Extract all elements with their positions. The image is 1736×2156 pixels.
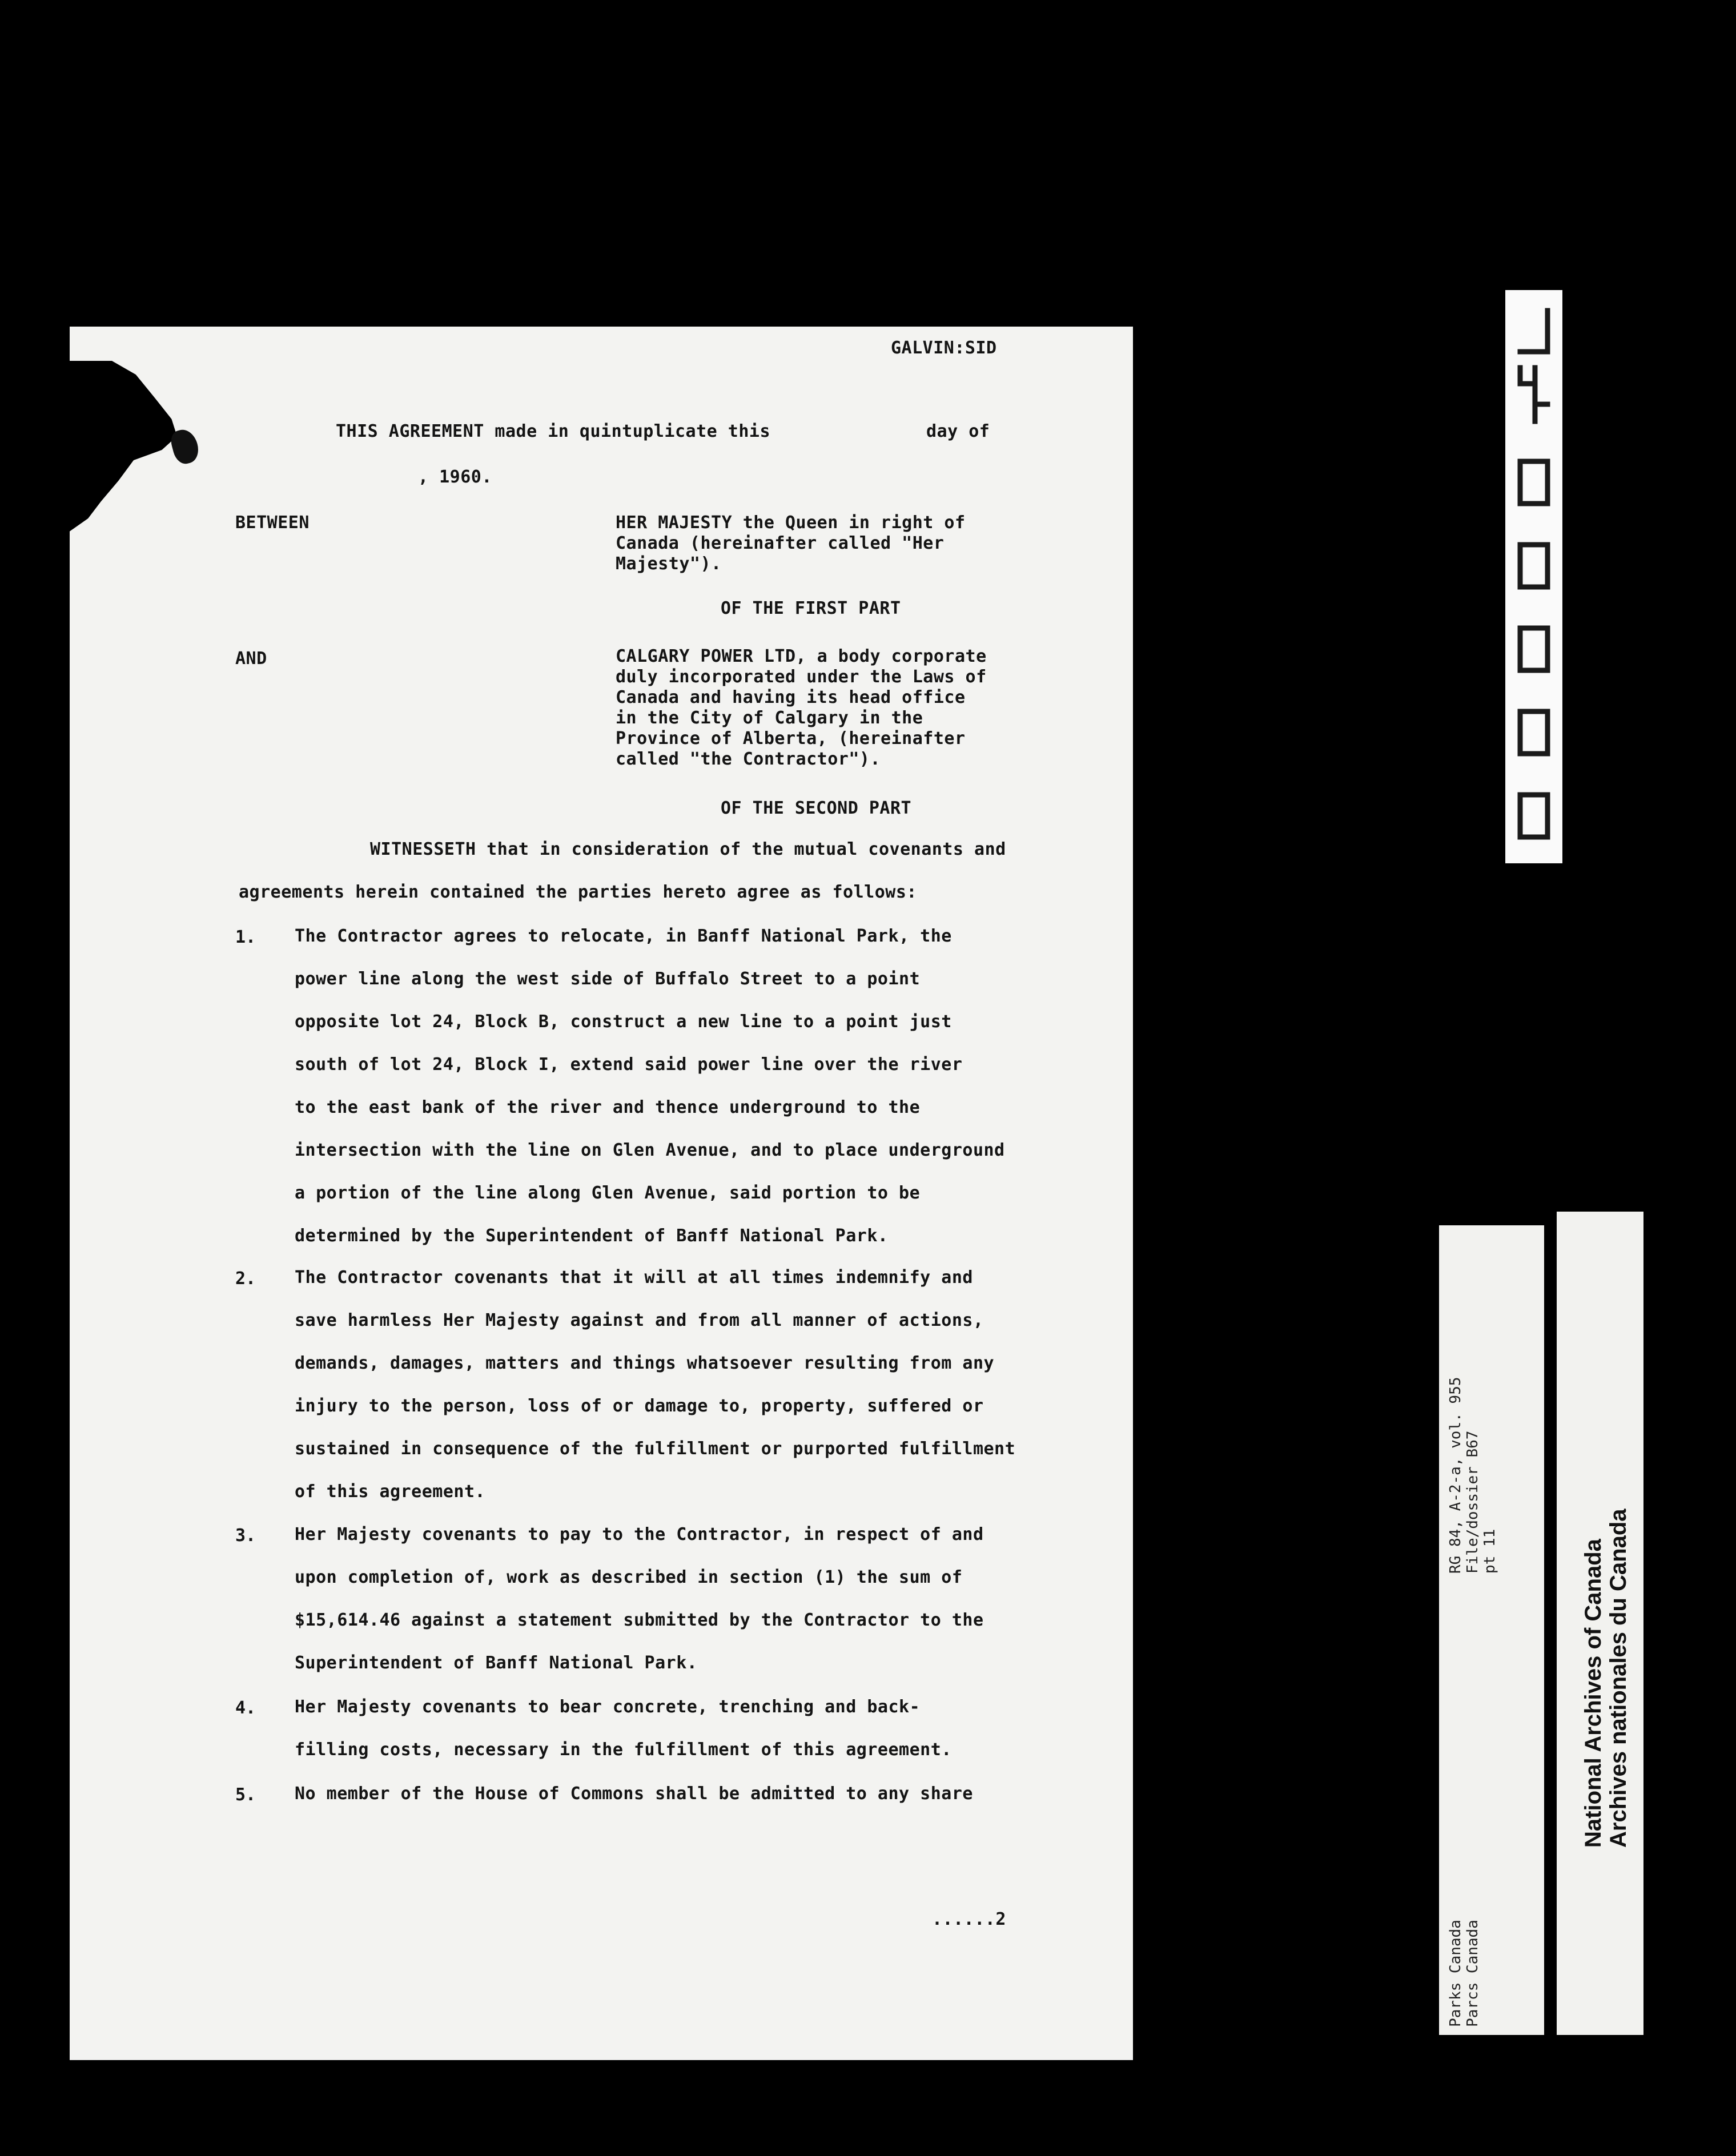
frame-number-digits (1505, 290, 1562, 863)
ink-blot (168, 427, 202, 466)
archive-ref-text (1447, 1377, 1498, 1574)
and-label: AND (235, 649, 267, 669)
clause-4-text: Her Majesty covenants to bear concrete, trenching and back- filling costs, necessary in the fulfillment of this agreement. (295, 1697, 952, 1760)
clause-3-text: Her Majesty covenants to pay to the Contractor, in respect of and upon completion of, work as described in section (1) the sum of $15,614.46 against a statement submitted by the Contractor to the Superintendent of Banff National Park. (295, 1525, 984, 1673)
clause-5-number: 5. (235, 1785, 256, 1805)
archive-ref-line-2: File/dossier B67 (1464, 1430, 1481, 1574)
document-page (70, 327, 1133, 2060)
first-party-text: HER MAJESTY the Queen in right of Canada (hereinafter called "Her Majesty"). (616, 513, 966, 574)
frame-number-stamp (1505, 290, 1562, 863)
second-part-label: OF THE SECOND PART (721, 798, 912, 818)
clause-4-number: 4. (235, 1698, 256, 1718)
clause-3-number: 3. (235, 1526, 256, 1546)
clause-1-number: 1. (235, 927, 256, 947)
national-archives-tab (1557, 1212, 1643, 2035)
parks-canada-text (1447, 1920, 1481, 2027)
national-archives-line-fr: Archives nationales du Canada (1606, 1509, 1631, 1848)
clause-2-text: The Contractor covenants that it will at all times indemnify and save harmless Her Majesty against and from all manner of actions, demands, damages, matters and things whatsoever resulting from any injury to the person, loss of or damage to, property, suffered or sustained in consequence of the fulfillment or purported fulfillment of this agreement. (295, 1268, 1016, 1502)
preamble-line-1: THIS AGREEMENT made in quintuplicate this (336, 421, 771, 441)
parks-canada-line-en: Parks Canada (1447, 1920, 1464, 2027)
between-label: BETWEEN (235, 513, 310, 533)
preamble-year: , 1960. (418, 467, 492, 487)
second-party-text: CALGARY POWER LTD, a body corporate duly incorporated under the Laws of Canada and having its head office in the City of Calgary in the Province of Alberta, (hereinafter called "the Contractor"). (616, 646, 987, 769)
parks-canada-line-fr: Parcs Canada (1464, 1920, 1481, 2027)
archive-reference-tab (1439, 1225, 1544, 2035)
first-part-label: OF THE FIRST PART (721, 598, 901, 618)
preamble-day-of: day of (926, 421, 990, 441)
reference-code: GALVIN:SID (891, 338, 997, 358)
continuation-marker: ......2 (932, 1909, 1006, 1929)
clause-1-text: The Contractor agrees to relocate, in Banff National Park, the power line along the west side of Buffalo Street to a point opposite lot 24, Block B, construct a new line to a point just south of lot 24, Block I, extend said power line over the river to the east bank of the river and thence underground to the intersection with the line on Glen Avenue, and to place underground a portion of the line along Glen Avenue, said portion to be determined by the Superintendent of Banff National Park. (295, 926, 1005, 1246)
archive-ref-line-1: RG 84, A-2-a, vol. 955 (1447, 1377, 1464, 1574)
clause-2-number: 2. (235, 1269, 256, 1289)
clause-5-text: No member of the House of Commons shall be admitted to any share (295, 1784, 973, 1804)
torn-corner (69, 361, 177, 532)
archive-ref-line-3: pt 11 (1481, 1528, 1498, 1574)
witnesseth-paragraph: WITNESSETH that in consideration of the mutual covenants and agreements herein contained the parties hereto agree as follows: (239, 839, 1006, 902)
national-archives-text (1581, 1509, 1631, 1848)
national-archives-line-en: National Archives of Canada (1581, 1539, 1606, 1848)
